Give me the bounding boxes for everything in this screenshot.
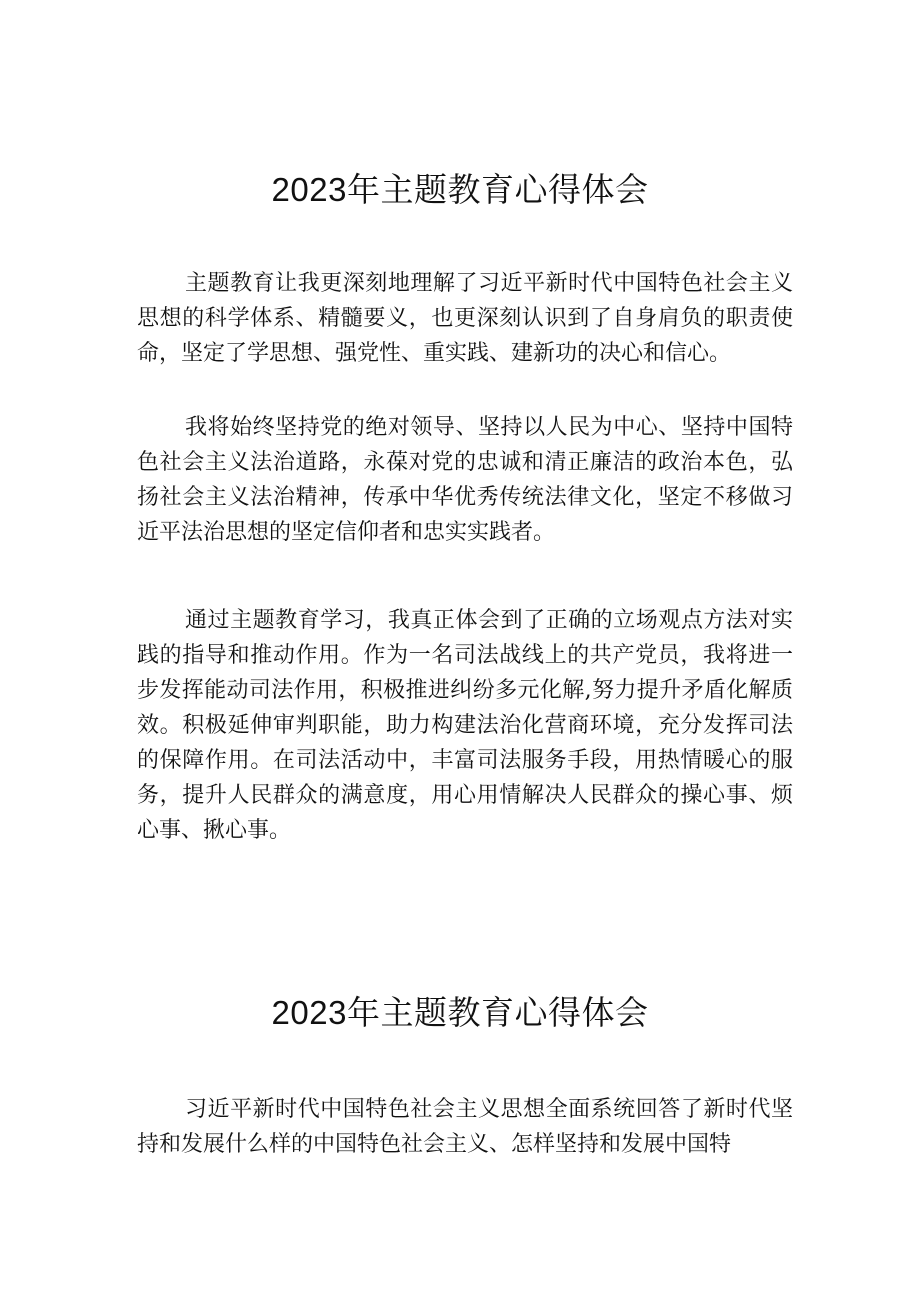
section-2-title: 2023年主题教育心得体会 [271, 994, 649, 1031]
section-1-paragraph-3: 通过主题教育学习，我真正体会到了正确的立场观点方法对实践的指导和推动作用。作为一名司法战线上的共产党员，我将进一步发挥能动司法作用，积极推进纠纷多元化解,努力提升矛盾化解质效。积极延伸审判职能，助力构建法治化营商环境，充分发挥司法的保障作用。在司法活动中，丰富司法服务手段，用热情暖心的服务，提升人民群众的满意度，用心用情解决人民群众的操心事、烦心事、揪心事。 [137, 608, 793, 843]
section-1-paragraph-1: 主题教育让我更深刻地理解了习近平新时代中国特色社会主义思想的科学体系、精髓要义，也更深刻认识到了自身肩负的职责使命，坚定了学思想、强党性、重实践、建新功的决心和信心。 [137, 271, 793, 366]
section-2-paragraph-1: 习近平新时代中国特色社会主义思想全面系统回答了新时代坚持和发展什么样的中国特色社会主义、怎样坚持和发展中国特 [137, 1097, 793, 1157]
section-1-title: 2023年主题教育心得体会 [271, 171, 649, 208]
section-1-paragraph-2: 我将始终坚持党的绝对领导、坚持以人民为中心、坚持中国特色社会主义法治道路，永葆对党的忠诚和清正廉洁的政治本色，弘扬社会主义法治精神，传承中华优秀传统法律文化，坚定不移做习近平法治思想的坚定信仰者和忠实实践者。 [137, 415, 793, 545]
